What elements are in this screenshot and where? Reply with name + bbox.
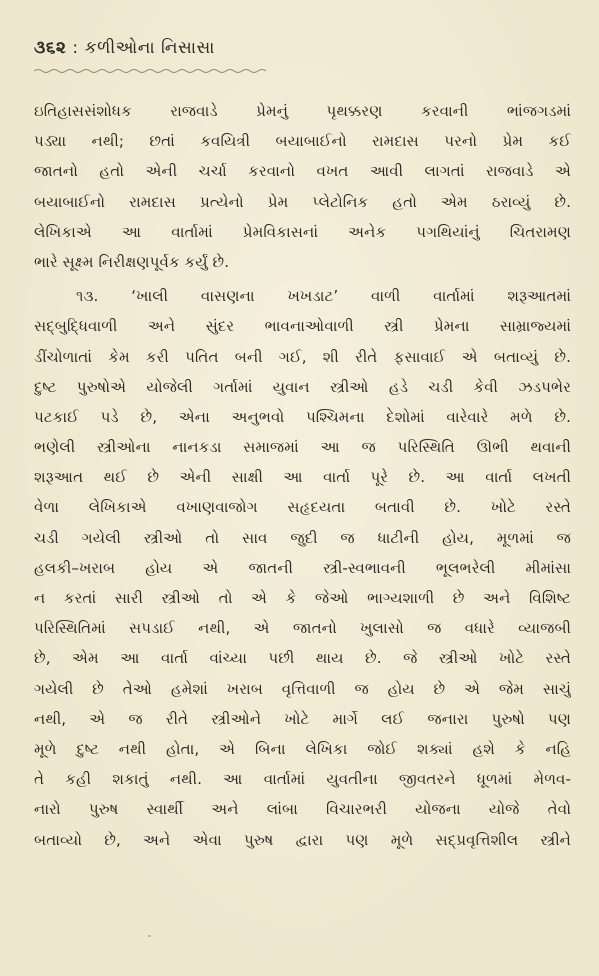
text-line: જાતનો હતો એની ચર્ચા કરવાનો વખત આવી લાગતાં રાજવાડે એ (34, 162, 571, 181)
text-line: બતાવ્યો છે, અને એવા પુરુષ દ્વારા પણ મૂળે સદ્પ્રવૃત્તિશીલ સ્ત્રીને (34, 830, 571, 849)
paragraph-1 (34, 96, 571, 277)
text-line: મૂળે દુષ્ટ નથી હોતા, એ બિના લેખિકા જોઈ શક્યાં હશે કે નહિ (34, 739, 571, 758)
text-line: છે, એમ આ વાર્તા વાંચ્યા પછી થાય છે. જે સ્ત્રીઓ ખોટે રસ્તે (34, 649, 571, 668)
book-title: કળીઓના નિસાસા (84, 38, 215, 58)
text-line: પરિસ્થિતિમાં સપડાઈ નથી, એ જાતનો ખુલાસો જ વધારે વ્યાજબી (34, 619, 571, 638)
text-line: ભણેલી સ્ત્રીઓના નાનકડા સમાજમાં આ જ પરિસ્થિતિ ઊભી થવાની (34, 438, 571, 457)
text-line: વેળા લેખિકાએ વખાણવાજોગ સહૃદયતા બતાવી છે. ખોટે રસ્તે (34, 498, 571, 517)
text-line: લેખિકાએ આ વાર્તામાં પ્રેમવિકાસનાં અનેક પગથિયાંનું ચિતરામણ (34, 222, 571, 241)
text-line: શરૂઆત થઈ છે એની સાક્ષી આ વાર્તા પૂરે છે. આ વાર્તા લખતી (34, 468, 571, 487)
text-line: પટકાઈ પડે છે, એના અનુભવો પશ્ચિમના દેશોમાં વારેવારે મળે છે. (34, 407, 571, 426)
text-line: ઇતિહાસસંશોધક રાજવાડે પ્રેમનું પૃથક્કરણ કરવાની ભાંજગડમાં (34, 102, 571, 120)
paper-speck (148, 935, 151, 937)
text-line: નારો પુરુષ સ્વાર્થી અને લાંબા વિચારભરી યોજના યોજે તેવો (34, 800, 571, 819)
text-line: ડીંચોળાતાં કેમ કરી પતિત બની ગઈ, શી રીતે ફસાવાઈ એ બતાવ્યું છે. (34, 347, 571, 366)
text-line: નથી, એ જ રીતે સ્ત્રીઓને ખોટે માર્ગે લઈ જનારા પુરુષો પણ (34, 709, 571, 728)
header-separator: : (72, 38, 79, 58)
page-number: ૩૬૨ (34, 38, 67, 58)
text-line: સદ્બુદ્ધિવાળી અને સુંદર ભાવનાઓવાળી સ્ત્રી પ્રેમના સામ્રાજ્યમાં (34, 317, 571, 336)
text-line: દુષ્ટ પુરુષોએ યોજેલી ગર્તામાં યુવાન સ્ત્રીઓ હડે ચડી કેવી ઝડપભેર (34, 377, 571, 396)
text-line: પડ્યા નથી; છતાં કવયિત્રી બયાબાઈનો રામદાસ પરનો પ્રેમ કઈ (34, 132, 571, 151)
text-line: હલકી–ખરાબ હોય એ જાતની સ્ત્રી-સ્વભાવની ભૂલભરેલી મીમાંસા (34, 558, 571, 577)
wavy-rule (34, 68, 266, 74)
running-head (34, 38, 215, 58)
text-line: ન કરતાં સારી સ્ત્રીઓ તો એ કે જેઓ ભાગ્યશાળી છે અને વિશિષ્ટ (34, 589, 571, 607)
text-line: તે કહી શકાતું નથી. આ વાર્તામાં યુવતીના જીવતરને ધૂળમાં મેળવ- (34, 770, 571, 789)
text-line: ગયેલી છે તેઓ હમેશાં ખરાબ વૃત્તિવાળી જ હોય છે એ જેમ સાચું (34, 679, 571, 698)
paragraph-2 (34, 281, 571, 855)
text-line: ૧૩. ‘ખાલી વાસણના ખખડાટ’ વાળી વાર્તામાં શરૂઆતમાં (76, 287, 571, 306)
text-line: બયાબાઈનો રામદાસ પ્રત્યેનો પ્રેમ પ્લેટોનિક હતો એમ ઠરાવ્યું છે. (34, 192, 571, 211)
text-line: ભારે સૂક્ષ્મ નિરીક્ષણપૂર્વક કર્યું છે. (34, 252, 230, 271)
text-line: ચડી ગયેલી સ્ત્રીઓ તો સાવ જુદી જ ધાટીની હોય, મૂળમાં જ (34, 528, 571, 547)
body-text (34, 96, 571, 855)
